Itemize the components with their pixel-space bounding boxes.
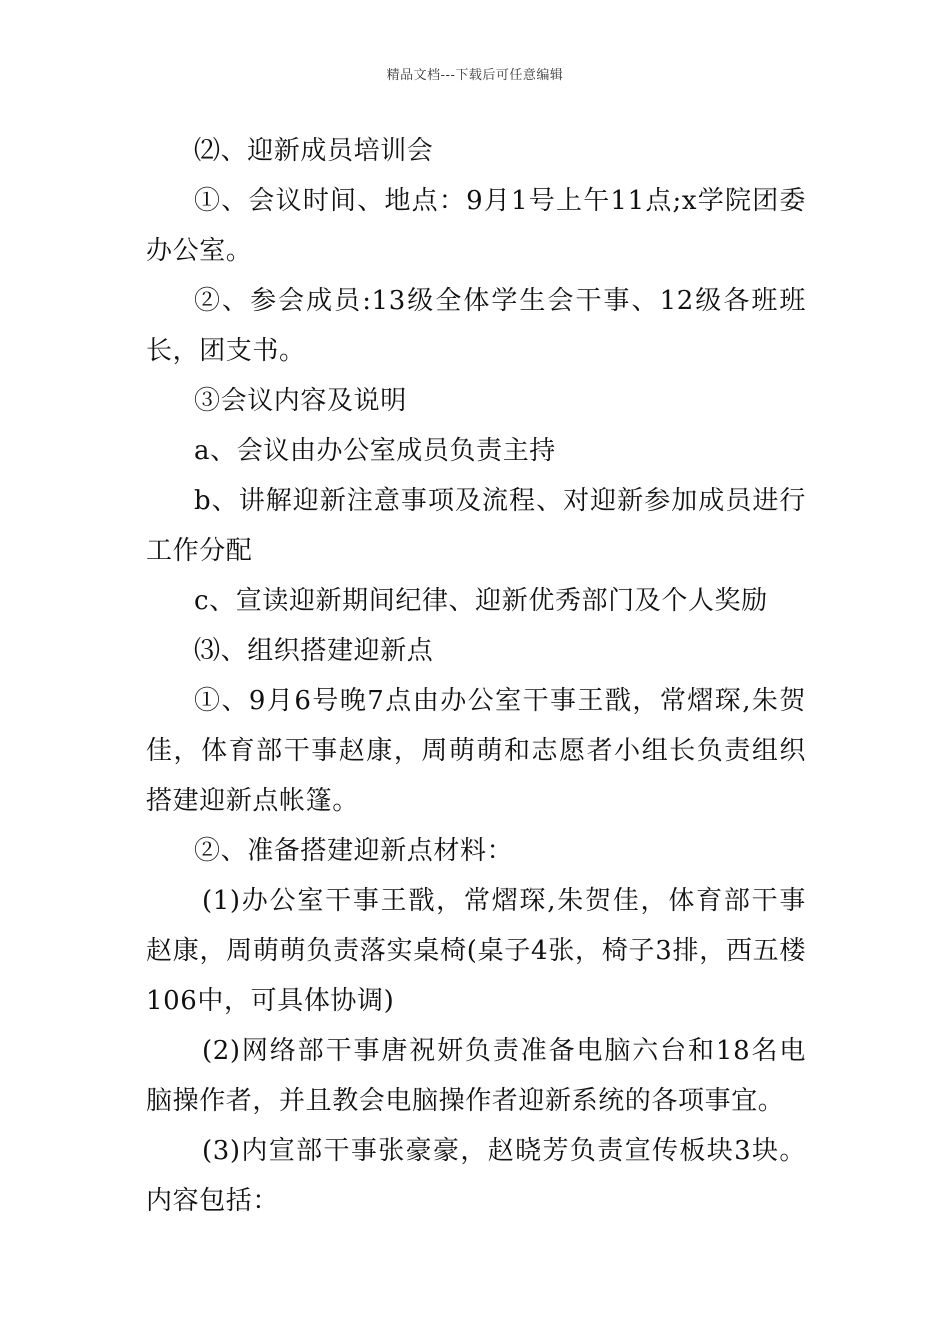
list-item-2: (2)网络部干事唐祝妍负责准备电脑六台和18名电脑操作者，并且教会电脑操作者迎新系统的各项事宜。 [146,1036,806,1116]
section-heading-setup: ⑶、组织搭建迎新点 [194,636,434,666]
page-header: 精品文档---下载后可任意编辑 [386,68,564,83]
list-item-3: (3)内宣部干事张豪豪，赵晓芳负责宣传板块3块。内容包括： [146,1136,806,1216]
list-item-1: (1)办公室干事王戬，常熠琛,朱贺佳，体育部干事赵康，周萌萌负责落实桌椅(桌子4张，椅子3排，西五楼106中，可具体协调) [146,886,806,1016]
paragraph-meeting-time: ①、会议时间、地点：9月1号上午11点;x学院团委办公室。 [146,186,806,266]
list-item-c: c、宣读迎新期间纪律、迎新优秀部门及个人奖励 [194,586,768,616]
paragraph-meeting-content: ③会议内容及说明 [194,386,407,416]
paragraph-setup-materials: ②、准备搭建迎新点材料： [194,836,514,866]
paragraph-setup-staff: ①、9月6号晚7点由办公室干事王戬，常熠琛,朱贺佳，体育部干事赵康，周萌萌和志愿者小组长负责组织搭建迎新点帐篷。 [146,686,806,816]
document-body [146,126,806,1226]
section-heading-training: ⑵、迎新成员培训会 [194,136,434,166]
list-item-b: b、讲解迎新注意事项及流程、对迎新参加成员进行工作分配 [146,486,806,566]
list-item-a: a、会议由办公室成员负责主持 [194,436,556,466]
paragraph-attendees: ②、参会成员:13级全体学生会干事、12级各班班长，团支书。 [146,286,806,366]
